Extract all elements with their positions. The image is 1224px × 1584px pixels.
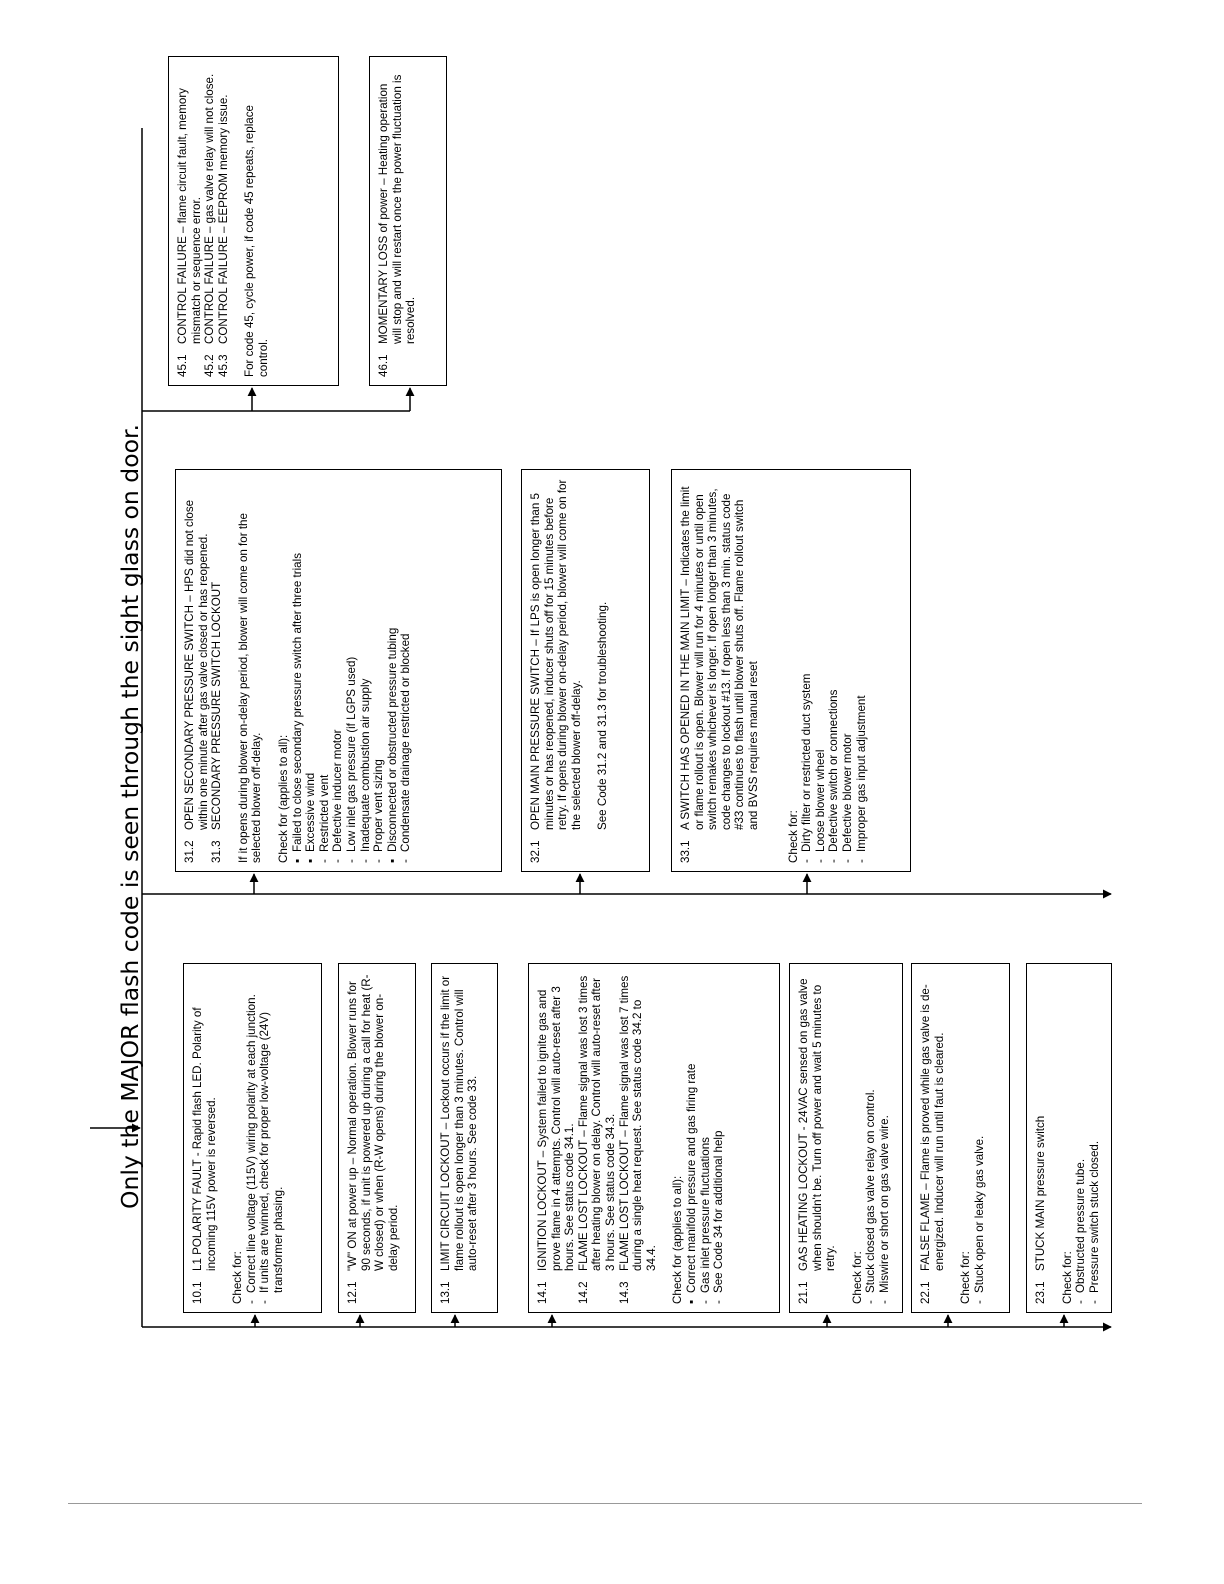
check-item: Disconnected or obstructed pressure tubing [385,627,399,852]
code-description: CONTROL FAILURE – EEPROM memory issue. [216,94,230,344]
code-description: "W" ON at power up – Normal operation. Blower runs for 90 seconds, if unit is powered up during a call for heat (R-W closed) or when (R-W opens) during the blower on-delay period. [346,974,400,1271]
code-box-10: 10.1 L1 POLARITY FAULT - Rapid flash LED. Polarity of incoming 115V power is reversed. Check for: - Correct line voltage (115V) wiring polarity at each junction. - If units are twinned, check for proper low-voltage (24V) transformer phasing. [183,963,322,1313]
check-item: Stuck open or leaky gas valve. [972,1135,986,1293]
code-number: 12.1 [346,1281,359,1304]
code-description: CONTROL FAILURE – flame circuit fault, memory mismatch or sequence error. [176,88,203,344]
code-description: OPEN SECONDARY PRESSURE SWITCH – HPS did not close within one minute after gas valve closed or has reopened. [183,499,210,830]
check-item: Condensate drainage restricted or blocked [399,633,413,852]
code-number: 32.1 [529,840,542,863]
check-item: Defective switch or connections [827,689,841,852]
bullet-mark: - [317,859,331,863]
code-box-45 [168,56,339,386]
check-for-label: Check for (applies to all): [671,1175,685,1304]
code-description: FALSE FLAME – Flame is proved while gas valve is de-energized. Inducer will run until faut is cleared. [919,984,946,1271]
check-for-label: Check for: [850,1251,864,1304]
code-description: LIMIT CIRCUIT LOCKOUT – Lockout occurs if the limit or flame rollout is open longer than 3 minutes. Control will auto-reset after 3 hours. See code 33. [439,975,480,1271]
check-for-label: Check for: [1060,1251,1074,1304]
bullet-mark: ▪ [304,858,318,863]
code-note: See Code 31.2 and 31.3 for troubleshooting. [596,601,610,830]
check-item: Excessive wind [304,772,318,852]
check-item: Low inlet gas pressure (if LGPS used) [344,656,358,852]
code-box-23: 23.1 STUCK MAIN pressure switch Check for: - Obstructed pressure tube. - Pressure switch stuck closed. [1026,963,1112,1313]
check-item: Improper gas input adjustment [854,695,868,852]
code-description: GAS HEATING LOCKOUT - 24VAC sensed on gas valve when shouldn't be. Turn off power and wait 5 minutes to retry. [797,978,838,1271]
bullet-mark: ▪ [684,1299,698,1304]
check-for-label: Check for: [786,810,800,863]
check-for-label: Check for (applies to all): [276,734,290,863]
check-for-label: Check for: [959,1251,973,1304]
bullet-mark: - [698,1300,712,1304]
bullet-mark: - [399,859,413,863]
code-box-32 [521,469,650,872]
code-number: 22.1 [919,1281,932,1304]
code-number: 45.1 [176,354,189,377]
check-item: If units are twinned, check for proper low-voltage (24V) transformer phasing. [258,1012,285,1293]
footer-rule [68,1503,1142,1504]
page-title: Only the MAJOR flash code is seen through the sight glass on door. [116,424,144,1209]
check-item: Failed to close secondary pressure switch after three trials [290,553,304,852]
check-item: Defective inducer motor [331,729,345,852]
check-item: Stuck closed gas valve relay on control. [864,1089,878,1293]
check-item: Correct line voltage (115V) wiring polarity at each junction. [244,994,258,1293]
check-for-label: Check for: [231,1251,245,1304]
code-number: 31.3 [210,840,224,863]
check-item: Miswire or short on gas valve wire. [877,1115,891,1293]
code-box-46 [369,56,447,386]
code-description: A SWITCH HAS OPENED IN THE MAIN LIMIT – Indicates the limit or flame rollout is open. Blower will run for 4 minutes or until open switch remakes whichever is longer. If open longer than 3 minutes, code changes to lockout #13. If open less than 3 min. status code #33 continues to flash until blower shuts off. Flame rollout switch and BVSS requires manual reset [679,486,760,830]
code-number: 13.1 [439,1281,452,1304]
code-note: If it opens during blower on-delay period, blower will come on for the selected blower off-delay. [236,513,264,863]
code-number: 14.3 [617,1281,631,1304]
code-number: 21.1 [797,1281,810,1304]
check-item: Correct manifold pressure and gas firing rate [684,1063,698,1293]
check-item: Proper vent sizing [372,759,386,852]
code-description: FLAME LOST LOCKOUT – Flame signal was lost 7 times during a single heat request. See status code 34.2 to 34.4. [617,975,658,1271]
code-number: 14.2 [576,1281,590,1304]
code-description: STUCK MAIN pressure switch [1034,1115,1047,1271]
code-box-12 [338,963,416,1313]
code-box-31 [175,469,502,872]
code-description: SECONDARY PRESSURE SWITCH LOCKOUT [210,581,224,830]
code-box-22: 22.1 FALSE FLAME – Flame is proved while gas valve is de-energized. Inducer will run until faut is cleared. Check for: - Stuck open or leaky gas valve. [911,963,1010,1313]
code-box-21: 21.1 GAS HEATING LOCKOUT - 24VAC sensed on gas valve when shouldn't be. Turn off power and wait 5 minutes to retry. Check for: - Stuck closed gas valve relay on control. - Miswire or short on gas valve wire. [789,963,903,1313]
check-item: Obstructed pressure tube. [1074,1158,1088,1293]
code-description: FLAME LOST LOCKOUT – Flame signal was lost 3 times after heating blower on delay. Control will auto-reset after 3 hours. See status code 34.3. [576,975,617,1271]
check-item: Restricted vent [317,774,331,852]
code-description: L1 POLARITY FAULT - Rapid flash LED. Polarity of incoming 115V power is reversed. [191,1007,218,1271]
code-number: 46.1 [377,354,390,377]
code-number: 31.2 [183,840,196,863]
code-number: 14.1 [536,1281,549,1304]
code-box-14 [528,963,780,1313]
check-item: Inadequate combustion air supply [358,678,372,852]
bullet-mark: - [358,859,372,863]
code-number: 45.3 [216,354,230,377]
code-description: MOMENTARY LOSS of power – Heating operation will stop and will restart once the power fluctuation is resolved. [377,74,418,344]
check-item: Defective blower motor [840,733,854,852]
code-number: 45.2 [203,354,217,377]
check-item: Loose blower wheel [813,749,827,852]
check-item: Gas inlet pressure fluctuations [698,1137,712,1293]
code-description: CONTROL FAILURE – gas valve relay will not close. [203,73,217,344]
check-item: Dirty filter or restricted duct system [800,673,814,852]
bullet-mark: - [344,859,358,863]
bullet-mark: ▪ [385,858,399,863]
bullet-mark: - [712,1300,726,1304]
code-box-13 [431,963,498,1313]
code-description: IGNITION LOCKOUT – System failed to ignite gas and prove flame in 4 attempts. Control will auto-reset after 3 hours. See status code 34.1. [536,986,577,1271]
bullet-mark: ▪ [290,858,304,863]
code-number: 23.1 [1034,1281,1047,1304]
bullet-mark: - [372,859,386,863]
code-description: OPEN MAIN PRESSURE SWITCH – If LPS is open longer than 5 minutes or has reopened, inducer shuts off for 15 minutes before retry. If opens during blower on-delay period, blower will come on for the selected blower off-delay. [529,479,583,830]
code-number: 10.1 [191,1281,204,1304]
bullet-mark: - [331,859,345,863]
code-note: For code 45, cycle power, if code 45 repeats, replace control. [243,105,270,377]
code-number: 33.1 [679,840,692,863]
check-item: Pressure switch stuck closed. [1087,1140,1101,1293]
check-item: See Code 34 for additional help [712,1130,726,1293]
code-box-33: 33.1 A SWITCH HAS OPENED IN THE MAIN LIMIT – Indicates the limit or flame rollout is open. Blower will run for 4 minutes or until open switch remakes whichever is longer. If open longer than 3 minutes, code changes to lockout #13. If open less than 3 min. status code #33 continues to flash until blower shuts off. Flame rollout switch and BVSS requires manual reset Check for: - Dirty filter or restricted duct system - Loose blower wheel - Defective switch or connections - Defective blower motor - Improper gas input adjustment [671,469,911,872]
